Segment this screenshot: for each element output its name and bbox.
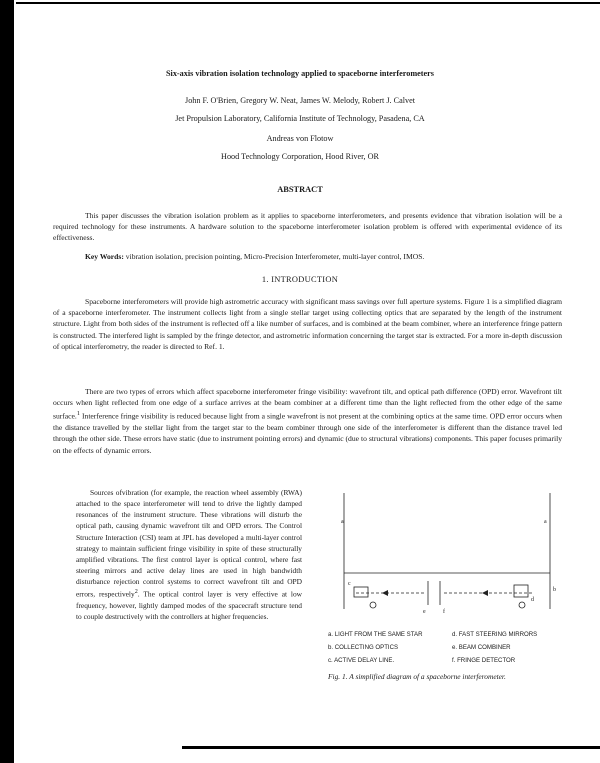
intro-paragraph-1: Spaceborne interferometers will provide high astrometric accuracy with significant mass savings over full aperture systems. Figure 1 is a simplified diagram of a spaceborne interferometer. The instrument collects light from a single stellar target using collecting optics that are separated by the length of the instrument structure. Light from both sides of the instrument is reflected off a like number of surfaces, and is combined at the beam combiner, where an interference fringe pattern is constructed. The interfered light is sampled by the fringe detector, and astrometric information concerning the target star is extracted. For a more in-depth discussion of optical interferometry, the reader is directed to Ref. 1.: [53, 297, 562, 351]
delay-line-box: [354, 587, 368, 597]
scan-top-line: [16, 2, 600, 4]
legend-item-b: b. COLLECTING OPTICS: [328, 644, 399, 651]
legend-item-f: f. FRINGE DETECTOR: [452, 657, 516, 664]
footnote-ref-2: 2: [134, 589, 138, 596]
steering-mirror-box: [514, 585, 528, 597]
scan-bottom-line: [182, 746, 600, 749]
figure-1-caption: Fig. 1. A simplified diagram of a spaceborne interferometer.: [328, 672, 506, 681]
abstract-text: This paper discusses the vibration isolation problem as it applies to spaceborne interferometers, and presents evidence that vibration isolation will be a required technology for these instruments. A hardware solution to the spaceborne interferometer isolation problem is offered with experimental evidence of its effectiveness.: [53, 211, 562, 243]
keywords-label: Key Words:: [85, 252, 124, 261]
legend-item-a: a. LIGHT FROM THE SAME STAR: [328, 631, 423, 638]
label-d: d: [531, 597, 534, 603]
intro-paragraph-2: [53, 386, 562, 456]
right-arrow-head: [482, 590, 488, 596]
left-arrow-head: [382, 590, 388, 596]
figure-1-diagram: [326, 487, 562, 619]
label-a-left: a: [341, 519, 344, 525]
label-c: c: [348, 581, 351, 587]
intro-p2-text-a: There are two types of errors which affect spaceborne interferometer fringe visibility: wavefront tilt, and optical path difference (OPD) error. Wavefront tilt occurs when light reflected from one edge of a surface arrives at the beam combiner at a different time than the light reflected from the other edge of the same surface.: [53, 387, 562, 421]
label-e: e: [423, 609, 426, 615]
right-fold-mirror: [519, 602, 525, 608]
section-heading-introduction: 1. INTRODUCTION: [261, 275, 339, 284]
label-a-right: a: [544, 519, 547, 525]
affiliation-jpl: Jet Propulsion Laboratory, California Institute of Technology, Pasadena, CA: [175, 114, 425, 123]
abstract-heading: ABSTRACT: [277, 185, 323, 194]
legend-item-c: c. ACTIVE DELAY LINE.: [328, 657, 395, 664]
label-f: f: [443, 609, 445, 615]
legend-item-e: e. BEAM COMBINER: [452, 644, 511, 651]
paper-title: Six-axis vibration isolation technology applied to spaceborne interferometers: [166, 69, 434, 78]
left-fold-mirror: [370, 602, 376, 608]
legend-item-d: d. FAST STEERING MIRRORS: [452, 631, 538, 638]
intro-p3-text-a: Sources ofvibration (for example, the reaction wheel assembly (RWA) attached to the space interferometer will tend to drive the lightly damped resonances of the instrument structure. These vibrations will disturb the optical path, causing dynamic wavefront tilt and OPD errors. The Control Structure Interaction (CSI) team at JPL has developed a multi-layer control strategy to maintain sufficient fringe visibility in spite of these structurally amplified vibrations. The first control layer is optical control, where fast steering mirrors and active delay lines are used in high bandwidth disturbance rejection control systems to correct wavefront tilt and OPD errors, respectively: [76, 488, 302, 599]
label-b: b: [553, 587, 556, 593]
intro-p3-text-b: . The optical control layer is very effective at low frequency, however, lightly damped modes of the spacecraft structure tend to couple destructively with the controllers at higher frequencies.: [76, 589, 303, 622]
keywords-text: vibration isolation, precision pointing, Micro-Precision Interferometer, multi-layer control, IMOS.: [125, 252, 425, 261]
footnote-ref-1: 1: [76, 410, 80, 418]
affiliation-hood: Hood Technology Corporation, Hood River, OR: [221, 152, 379, 161]
author-list: John F. O'Brien, Gregory W. Neat, James W. Melody, Robert J. Calvet: [185, 96, 415, 105]
author-second-group: Andreas von Flotow: [266, 134, 334, 143]
intro-paragraph-3: [76, 487, 302, 622]
keywords-line: [53, 251, 562, 262]
intro-p2-text-b: Interference fringe visibility is reduced because light from a single wavefront is not present at the combining optics at the same time. OPD error occurs when the distance travelled by the stellar light from the target star to the beam combiner through one side of the interferometer is different than the distance travel led through the other side. These errors have static (due to instrument pointing errors) and dynamic (due to structural vibrations) components. This paper focuses primarily on the effects of dynamic errors.: [53, 411, 562, 455]
